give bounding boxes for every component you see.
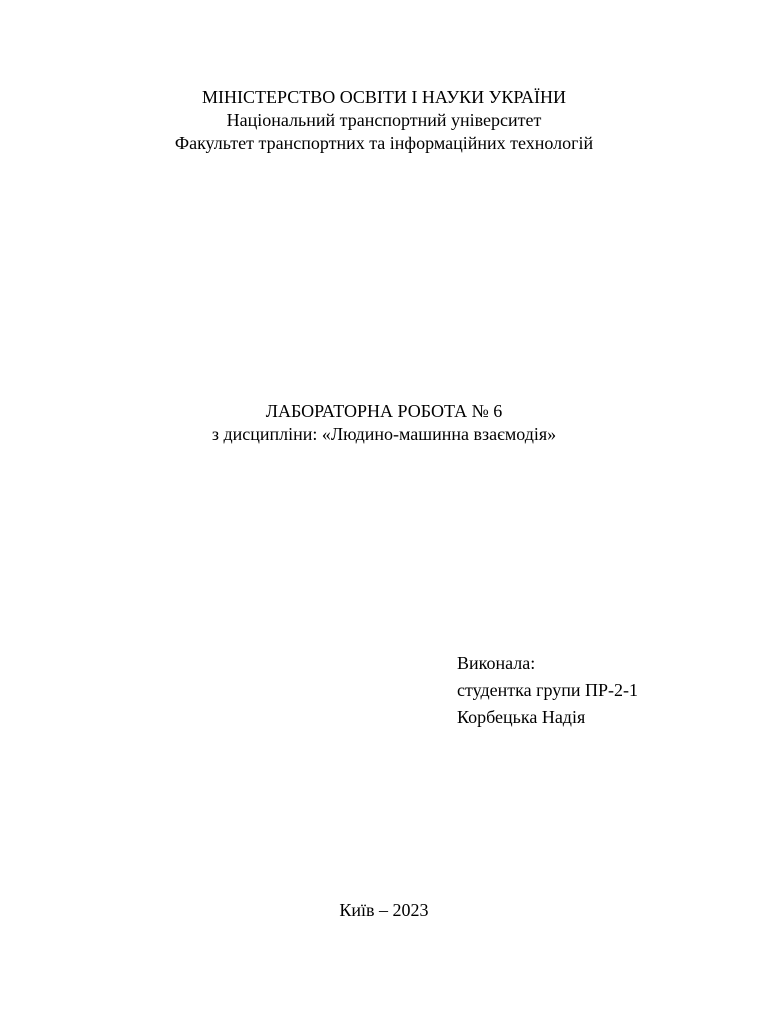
institution-header <box>0 86 768 155</box>
author-name: Корбецька Надія <box>457 707 586 727</box>
author-group: студентка групи ПР-2-1 <box>457 680 639 700</box>
discipline-line: з дисципліни: «Людино-машинна взаємодія» <box>211 424 557 444</box>
author-label: Виконала: <box>457 653 536 673</box>
work-title: ЛАБОРАТОРНА РОБОТА № 6 <box>265 401 503 421</box>
university-name: Національний транспортний університет <box>226 110 542 130</box>
faculty-name: Факультет транспортних та інформаційних технологій <box>174 133 594 153</box>
author-block <box>457 650 747 731</box>
footer-block <box>0 899 768 922</box>
ministry-name: МІНІСТЕРСТВО ОСВІТИ І НАУКИ УКРАЇНИ <box>201 87 567 107</box>
city-year: Київ – 2023 <box>339 900 429 920</box>
work-title-block <box>0 400 768 446</box>
